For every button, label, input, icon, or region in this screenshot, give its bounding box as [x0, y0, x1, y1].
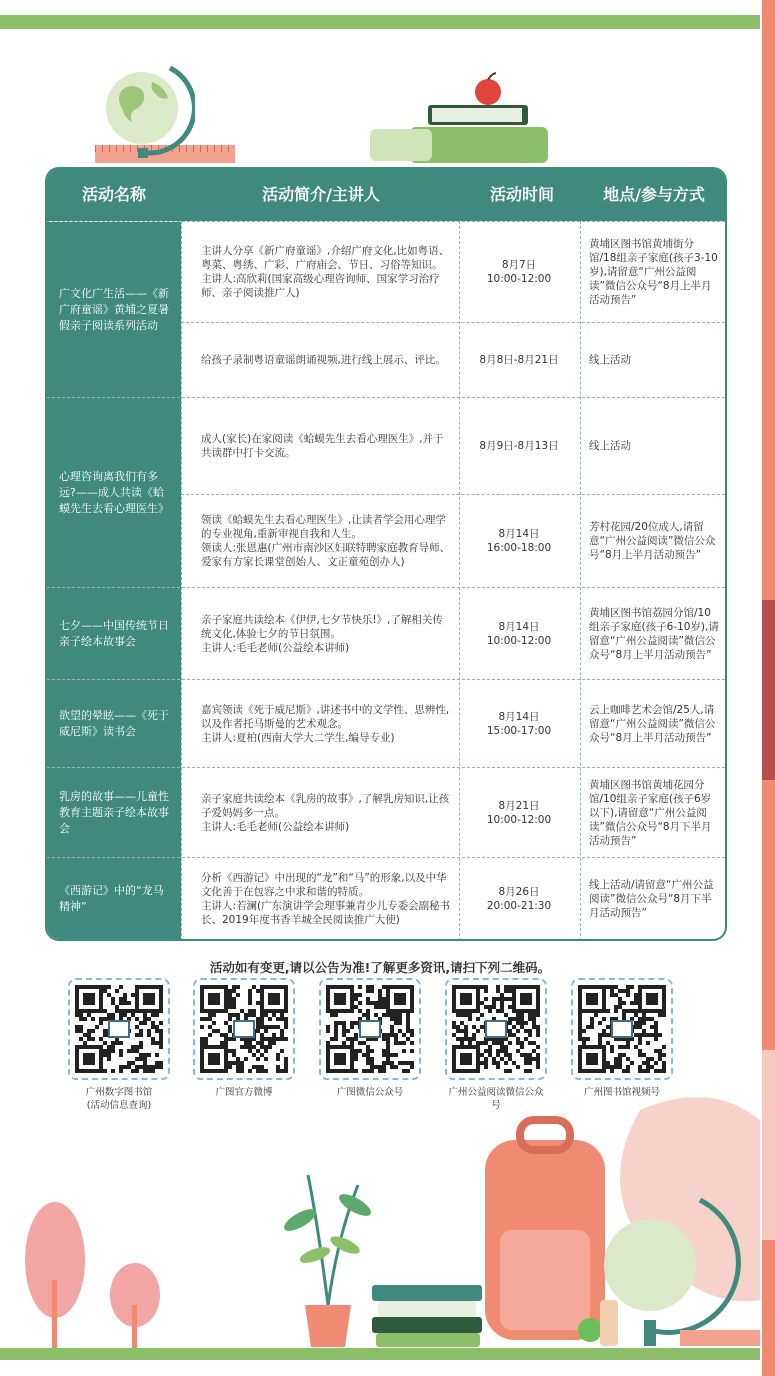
globe-icon	[604, 1219, 696, 1311]
activity-location: 黄埔区图书馆黄埔花园分馆/10组亲子家庭(孩子6岁以下),请留意“广州公益阅读”微信公众号“8月下半月活动预告”	[589, 779, 712, 847]
table-row	[47, 767, 725, 858]
activity-time: 8月9日-8月13日	[479, 440, 559, 452]
book-icon	[372, 1285, 482, 1301]
activity-time: 8月14日 10:00-12:00	[486, 621, 552, 647]
activity-description: 主讲人分享《新广府童谣》,介绍广府文化,比如粤语、粤菜、粤绣、广彩、广府庙会、节日、习俗等知识。 主讲人:高欣莉(国家高级心理咨询师、国家学习治疗师、亲子阅读推广人)	[201, 245, 450, 299]
activity-name: 乳房的故事——儿童性教育主题亲子绘本故事会	[47, 768, 181, 858]
activity-location: 线上活动	[589, 354, 631, 366]
activity-description: 给孩子录制粤语童谣朗诵视频,进行线上展示、评比。	[201, 354, 446, 366]
apple-icon	[578, 1318, 602, 1342]
table-row	[47, 587, 725, 680]
activity-name: 心理咨询离我们有多远?——成人共读《蛤蟆先生去看心理医生》	[47, 398, 181, 588]
qr-code-label: 广州图书馆视频号	[583, 1087, 660, 1098]
leaf-icon	[328, 1233, 362, 1257]
activity-location: 黄埔区图书馆黄埔街分馆/18组亲子家庭(孩子3-10岁),请留意“广州公益阅读”微信公众号“8月上半月活动预告”	[589, 238, 718, 306]
bottom-green-bar	[0, 1348, 760, 1360]
activity-location: 芳村花园/20位成人,请留意“广州公益阅读”微信公众号“8月上半月活动预告”	[589, 521, 716, 561]
qr-code-label: 广州数字图书馆 (活动信息查询)	[85, 1087, 153, 1111]
activity-time: 8月21日 10:00-12:00	[486, 800, 552, 826]
qr-code-label: 广州公益阅读微信公众号	[448, 1087, 544, 1111]
notice-text: 活动如有变更,请以公告为准!了解更多资讯,请扫下列二维码。	[209, 960, 551, 975]
activity-time: 8月7日 10:00-12:00	[486, 259, 552, 285]
books-apple-icon	[370, 72, 550, 167]
table-row	[47, 857, 725, 940]
qr-code-icon[interactable]	[445, 978, 547, 1080]
ruler-decoration	[680, 1330, 760, 1346]
activity-location: 线上活动/请留意“广州公益阅读”微信公众号“8月下半月活动预告”	[589, 879, 714, 919]
table-row	[47, 221, 725, 398]
table-row	[47, 397, 725, 588]
session-divider	[181, 322, 725, 323]
activity-description: 领读《蛤蟆先生去看心理医生》,让读者学会用心理学的专业视角,重新审视自我和人生。 领读人:张恩惠(广州市南沙区妇联特聘家庭教育导师、爱家有方家长课堂创始人、文正童苑创办人)	[201, 514, 451, 568]
leaf-icon	[298, 1244, 332, 1266]
table-row	[47, 679, 725, 768]
globe-icon	[100, 60, 195, 165]
activity-location: 云上咖啡艺术会馆/25人,请留意“广州公益阅读”微信公众号“8月上半月活动预告”	[589, 704, 716, 744]
qr-code-icon[interactable]	[68, 978, 170, 1080]
activity-time: 8月14日 15:00-17:00	[486, 711, 552, 737]
activity-table	[45, 167, 727, 941]
table-header	[47, 169, 725, 221]
activity-time: 8月14日 16:00-18:00	[486, 528, 552, 554]
activity-name: 《西游记》中的“龙马精神”	[47, 858, 181, 940]
right-decor-strip-light	[762, 1050, 775, 1240]
activity-description: 分析《西游记》中出现的“龙”和“马”的形象,以及中华文化善于在包容之中求和谐的特质。 主讲人:若澜(广东演讲学会理事兼青少儿专委会副秘书长、2019年度书香羊城全民阅读推广大使)	[201, 872, 451, 926]
leaf-icon	[281, 1205, 319, 1235]
column-header-description: 活动简介/主讲人	[262, 185, 380, 204]
activity-location: 线上活动	[589, 440, 631, 452]
activity-description: 成人(家长)在家阅读《蛤蟆先生去看心理医生》,并于共读群中打卡交流。	[201, 433, 444, 459]
qr-code-icon[interactable]	[319, 978, 421, 1080]
qr-code-icon[interactable]	[193, 978, 295, 1080]
activity-name: 七夕——中国传统节日亲子绘本故事会	[47, 588, 181, 680]
column-header-location: 地点/参与方式	[603, 185, 705, 204]
activity-description: 亲子家庭共读绘本《乳房的故事》,了解乳房知识,让孩子爱妈妈多一点。 主讲人:毛毛老师(公益绘本讲师)	[201, 793, 450, 833]
activity-name: 欲望的晕眩——《死于威尼斯》读书会	[47, 680, 181, 768]
top-green-bar	[0, 15, 760, 29]
activity-time: 8月8日-8月21日	[479, 354, 559, 366]
activity-description: 亲子家庭共读绘本《伊伊,七夕节快乐!》,了解相关传统文化,体验七夕的节日氛围。 主讲人:毛毛老师(公益绘本讲师)	[201, 614, 443, 654]
activity-location: 黄埔区图书馆荔园分馆/10组亲子家庭(孩子6-10岁),请留意“广州公益阅读”微信公众号“8月上半月活动预告”	[589, 607, 719, 661]
bottom-illustration	[0, 1080, 760, 1350]
session-divider	[181, 494, 725, 495]
bottle-icon	[600, 1300, 618, 1346]
flower-pot-icon	[305, 1305, 351, 1347]
qr-code-label: 广图微信公众号	[336, 1087, 404, 1098]
right-decor-strip-dark	[762, 600, 775, 780]
activity-name: 广文化广生活——《新广府童谣》黄埔之夏暑假亲子阅读系列活动	[47, 222, 181, 398]
activity-time: 8月26日 20:00-21:30	[486, 886, 552, 912]
column-header-name: 活动名称	[81, 185, 146, 204]
activity-description: 嘉宾领读《死于威尼斯》,讲述书中的文学性、思辨性,以及作者托马斯曼的艺术观念。 主讲人:夏柏(西南大学大二学生,编导专业)	[201, 704, 450, 744]
column-header-time: 活动时间	[489, 185, 554, 204]
qr-code-label: 广图官方微博	[215, 1087, 273, 1098]
qr-code-icon[interactable]	[571, 978, 673, 1080]
